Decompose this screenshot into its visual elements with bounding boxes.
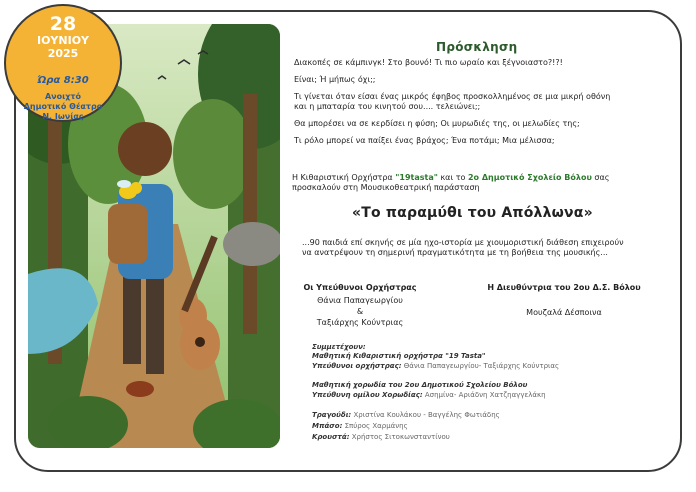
venue-line: Δημοτικό Θέατρο xyxy=(23,102,103,111)
description-line: να ανατρέψουν τη σημερινή πραγματικότητα με τη βοήθεια της μουσικής... xyxy=(302,248,608,257)
date-day: 28 xyxy=(49,13,77,35)
intro-line: Τι ρόλο μπορεί να παίξει ένας βράχος; Ένα ποτάμι; Μια μέλισσα; xyxy=(294,136,555,145)
credit-label: Τραγούδι: xyxy=(312,411,352,419)
credit-value: Ασημίνα- Αριάδνη Χατζηαγγελάκη xyxy=(422,391,546,399)
credit-value: Χρήστος Σιτοκωνσταντίνου xyxy=(349,433,450,441)
date-year: 2025 xyxy=(47,47,79,60)
venue-line: Ανοιχτό xyxy=(44,92,81,101)
intro-line: Είναι; Ή μήπως όχι;; xyxy=(294,75,376,84)
responsible-name: Ταξιάρχης Κούντριας xyxy=(316,318,404,327)
credit-label: Υπεύθυνοι ορχήστρας: xyxy=(312,362,402,370)
intro-line: Τι γίνεται όταν είσαι ένας μικρός έφηβος προσκολλημένος σε μια μικρή οθόνη xyxy=(294,92,611,101)
event-date-badge xyxy=(4,4,122,122)
orchestra-responsibles xyxy=(296,283,424,327)
presenters-text: σας xyxy=(591,173,610,182)
credit-value: Χριστίνα Κουλάκου - Βαγγέλης Φωτιάδης xyxy=(351,411,500,419)
orchestra-name: "19tasta" xyxy=(395,173,438,182)
presenters-text: Η Κιθαριστική Ορχήστρα xyxy=(292,173,396,182)
presenters-line xyxy=(292,173,609,182)
credits-orchestra-responsibles xyxy=(312,362,559,370)
credit-label: Μπάσο: xyxy=(312,422,343,430)
event-venue xyxy=(16,92,110,122)
school-director xyxy=(476,283,652,317)
venue-line: Ν. Ιωνίας xyxy=(42,112,84,121)
credits-choir: Μαθητική χορωδία του 2ου Δημοτικού Σχολείου Βόλου xyxy=(312,381,528,389)
credits-choir-responsible xyxy=(312,391,546,399)
orchestra-responsibles-heading: Οι Υπεύθυνοι Ορχήστρας xyxy=(303,283,417,292)
intro-line: και η μπαταρία του κινητού σου.... τελειώνει;; xyxy=(294,102,481,111)
school-director-name: Μουζαλά Δέσποινα xyxy=(526,308,602,317)
show-title: «Το παραμύθι του Απόλλωνα» xyxy=(352,205,593,221)
credits-drums xyxy=(312,433,450,441)
credit-value: Σπύρος Χαρμάνης xyxy=(342,422,408,430)
presenters-line-2: προσκαλούν στη Μουσικοθεατρική παράσταση xyxy=(292,183,480,192)
responsible-ampersand: & xyxy=(356,307,364,316)
intro-line: Διακοπές σε κάμπινγκ! Στο βουνό! Τι πιο ωραίο και ξέγνοιαστο?!?! xyxy=(294,58,563,67)
credit-label: Υπεύθυνη ομίλου Χορωδίας: xyxy=(312,391,423,399)
school-director-heading: Η Διευθύντρια του 2ου Δ.Σ. Βόλου xyxy=(487,283,641,292)
credits-orchestra: Μαθητική Κιθαριστική ορχήστρα "19 Tasta" xyxy=(312,352,486,360)
credits-bass xyxy=(312,422,408,430)
credits-song xyxy=(312,411,500,419)
presenters-text: και το xyxy=(437,173,468,182)
event-time: Ώρα 8:30 xyxy=(37,75,89,86)
intro-line: Θα μπορέσει να σε κερδίσει η φύση; Οι μυρωδιές της, οι μελωδίες της; xyxy=(294,119,580,128)
responsible-name: Θάνια Παπαγεωργίου xyxy=(317,296,403,305)
invitation-title: Πρόσκληση xyxy=(436,40,518,54)
school-name: 2ο Δημοτικό Σχολείο Βόλου xyxy=(467,173,592,182)
description-line: ...90 παιδιά επί σκηνής σε μία ηχο-ιστορία με χιουμοριστική διάθεση επιχειρούν xyxy=(302,238,624,247)
credit-label: Κρουστά: xyxy=(312,433,350,441)
date-month: ΙΟΥΝΙΟΥ xyxy=(36,34,90,47)
credits-heading: Συμμετέχουν: xyxy=(312,343,366,351)
credit-value: Θάνια Παπαγεωργίου- Ταξιάρχης Κούντριας xyxy=(401,362,560,370)
